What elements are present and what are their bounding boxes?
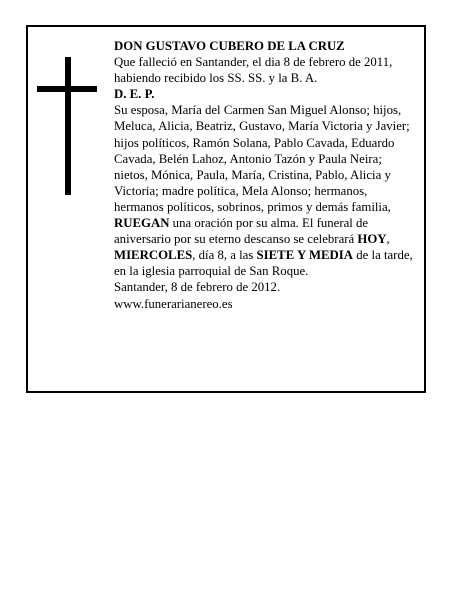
death-details: Que falleció en Santander, el dia 8 de febrero de 2011, habiendo recibido los SS. SS. y la B. A.	[114, 55, 393, 86]
cross-icon-vertical	[65, 57, 71, 195]
request-text-2: ,	[386, 232, 390, 247]
website-link[interactable]: www.funerarianereo.es	[114, 296, 233, 311]
cross-icon-horizontal	[37, 86, 97, 92]
weekday: MIERCOLES	[114, 248, 193, 263]
family-list: Su esposa, María del Carmen San Miguel Alonso; hijos, Meluca, Alicia, Beatriz, Gustavo, María Victoria y Javier; hijos políticos, Ramón Solana, Pablo Cavada, Eduardo Cavada, Belén Lahoz, Antonio Tazón y Paula Neira; nietos, Mónica, Paula, María, Cristina, Pablo, Alicia y Victoria; madre política, Mela Alonso; hermanos, hermanos políticos, sobrinos, primos y demás familia,	[114, 103, 410, 214]
request-text-3: , día 8, a las	[192, 248, 257, 263]
deceased-name: DON GUSTAVO CUBERO DE LA CRUZ	[114, 39, 345, 53]
today-word: HOY	[357, 232, 387, 247]
rip-abbreviation: D. E. P.	[114, 87, 155, 102]
request-text-1: una oración por su alma. El funeral de aniversario por su eterno descanso se celebrará	[114, 216, 369, 247]
place-date: Santander, 8 de febrero de 2012.	[114, 280, 281, 295]
request-text-4: de la tarde, en la iglesia parroquial de San Roque.	[114, 248, 413, 279]
funeral-request	[114, 215, 416, 279]
obituary-text	[114, 38, 416, 312]
ruegan-word: RUEGAN	[114, 216, 170, 231]
funeral-time: SIETE Y MEDIA	[256, 248, 354, 263]
